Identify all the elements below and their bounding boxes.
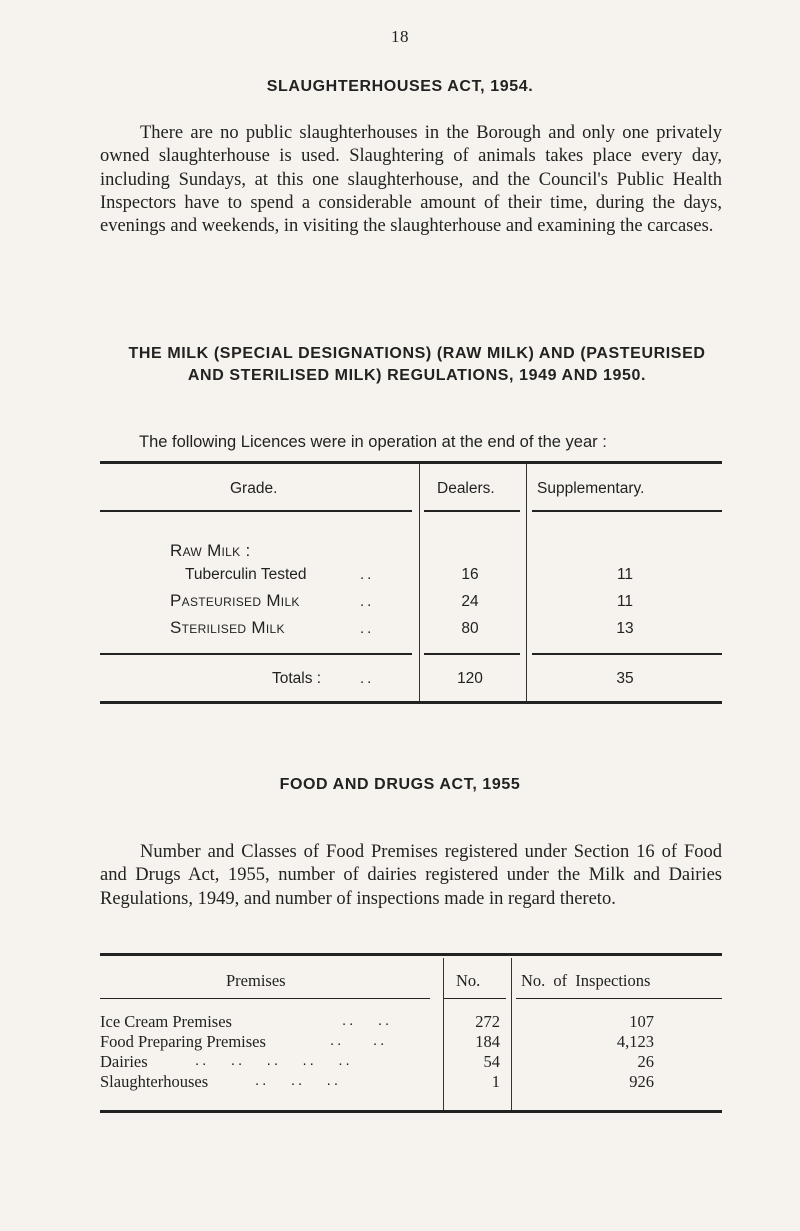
inspections-dairies: 26 <box>637 1052 654 1071</box>
supp-pasteurised: 11 <box>616 593 634 610</box>
inspections-food-preparing: 4,123 <box>616 1032 654 1051</box>
no-slaughterhouses: 1 <box>491 1072 500 1091</box>
grade-sterilised: Sterilised Milk <box>170 618 285 637</box>
premises-ice-cream: Ice Cream Premises <box>100 1012 232 1031</box>
header-rule-2 <box>444 998 506 999</box>
dealers-sterilised: 80 <box>461 620 479 637</box>
no-food-preparing: 184 <box>475 1032 500 1051</box>
premises-food-preparing: Food Preparing Premises <box>100 1032 266 1051</box>
leader-dots: .. <box>360 566 375 583</box>
totals-dealers: 120 <box>457 670 483 687</box>
page-number: 18 <box>391 27 409 46</box>
header-premises: Premises <box>226 971 286 990</box>
header-rule-2 <box>424 510 520 512</box>
header-rule-3 <box>516 998 722 999</box>
food-drugs-paragraph: Number and Classes of Food Premises registered under Section 16 of Food and Drugs Act, 1955, number of dairies registered under the Milk and Dairies Regulations, 1949, and number of inspections made in regard thereto. <box>100 842 722 909</box>
header-supplementary: Supplementary. <box>537 480 645 497</box>
grade-pasteurised: Pasteurised Milk <box>170 591 300 610</box>
header-dealers: Dealers. <box>437 480 495 497</box>
table-top-rule <box>100 953 722 956</box>
milk-regulations-heading: THE MILK (SPECIAL DESIGNATIONS) (RAW MILK) AND (PASTEURISED AND STERILISED MILK) REGULATIONS, 1949 AND 1950. <box>128 345 706 384</box>
leader-dots: .. .. <box>342 1012 393 1029</box>
leader-dots: .. <box>360 593 375 610</box>
inspections-ice-cream: 107 <box>629 1012 654 1031</box>
totals-rule-3 <box>532 653 722 655</box>
leader-dots: .. <box>360 670 375 687</box>
header-rule-3 <box>532 510 722 512</box>
slaughterhouses-paragraph: There are no public slaughterhouses in the Borough and only one privately owned slaughterhouse is used. Slaughtering of animals takes place every day, including Sundays, at this one slaughterhouse, and the Council's Public Health Inspectors have to spend a considerable amount of their time, during the days, evenings and weekends, in visiting the slaughterhouse and examining the carcases. <box>100 123 722 237</box>
leader-dots: .. .. .. .. .. <box>195 1052 353 1069</box>
leader-dots: .. .. <box>330 1032 388 1049</box>
totals-label: Totals : <box>272 670 322 687</box>
supp-sterilised: 13 <box>616 620 634 637</box>
header-rule-1 <box>100 998 430 999</box>
raw-milk-label: Raw Milk : <box>170 541 251 560</box>
totals-rule-1 <box>100 653 412 655</box>
no-dairies: 54 <box>483 1052 500 1071</box>
table-top-rule <box>100 461 722 464</box>
table-bottom-rule <box>100 1110 722 1113</box>
premises-dairies: Dairies <box>100 1052 148 1071</box>
header-rule-1 <box>100 510 412 512</box>
leader-dots: .. <box>360 620 375 637</box>
leader-dots: .. .. .. <box>255 1072 342 1089</box>
food-drugs-heading: FOOD AND DRUGS ACT, 1955 <box>279 776 521 793</box>
column-divider-1 <box>419 464 420 704</box>
header-no: No. <box>456 971 481 990</box>
column-divider-2 <box>526 464 527 704</box>
header-inspections: No. of Inspections <box>521 971 651 990</box>
totals-rule-2 <box>424 653 520 655</box>
licences-intro: The following Licences were in operation at the end of the year : <box>139 433 607 451</box>
no-ice-cream: 272 <box>475 1012 500 1031</box>
inspections-slaughterhouses: 926 <box>629 1072 654 1091</box>
table-bottom-rule <box>100 701 722 704</box>
header-grade: Grade. <box>230 480 278 497</box>
column-divider-2 <box>511 958 512 1110</box>
dealers-tuberculin: 16 <box>461 566 479 583</box>
supp-tuberculin: 11 <box>616 566 634 583</box>
totals-supplementary: 35 <box>616 670 634 687</box>
premises-slaughterhouses: Slaughterhouses <box>100 1072 209 1091</box>
slaughterhouses-heading: SLAUGHTERHOUSES ACT, 1954. <box>266 78 534 95</box>
grade-tuberculin: Tuberculin Tested <box>185 566 307 583</box>
dealers-pasteurised: 24 <box>461 593 479 610</box>
